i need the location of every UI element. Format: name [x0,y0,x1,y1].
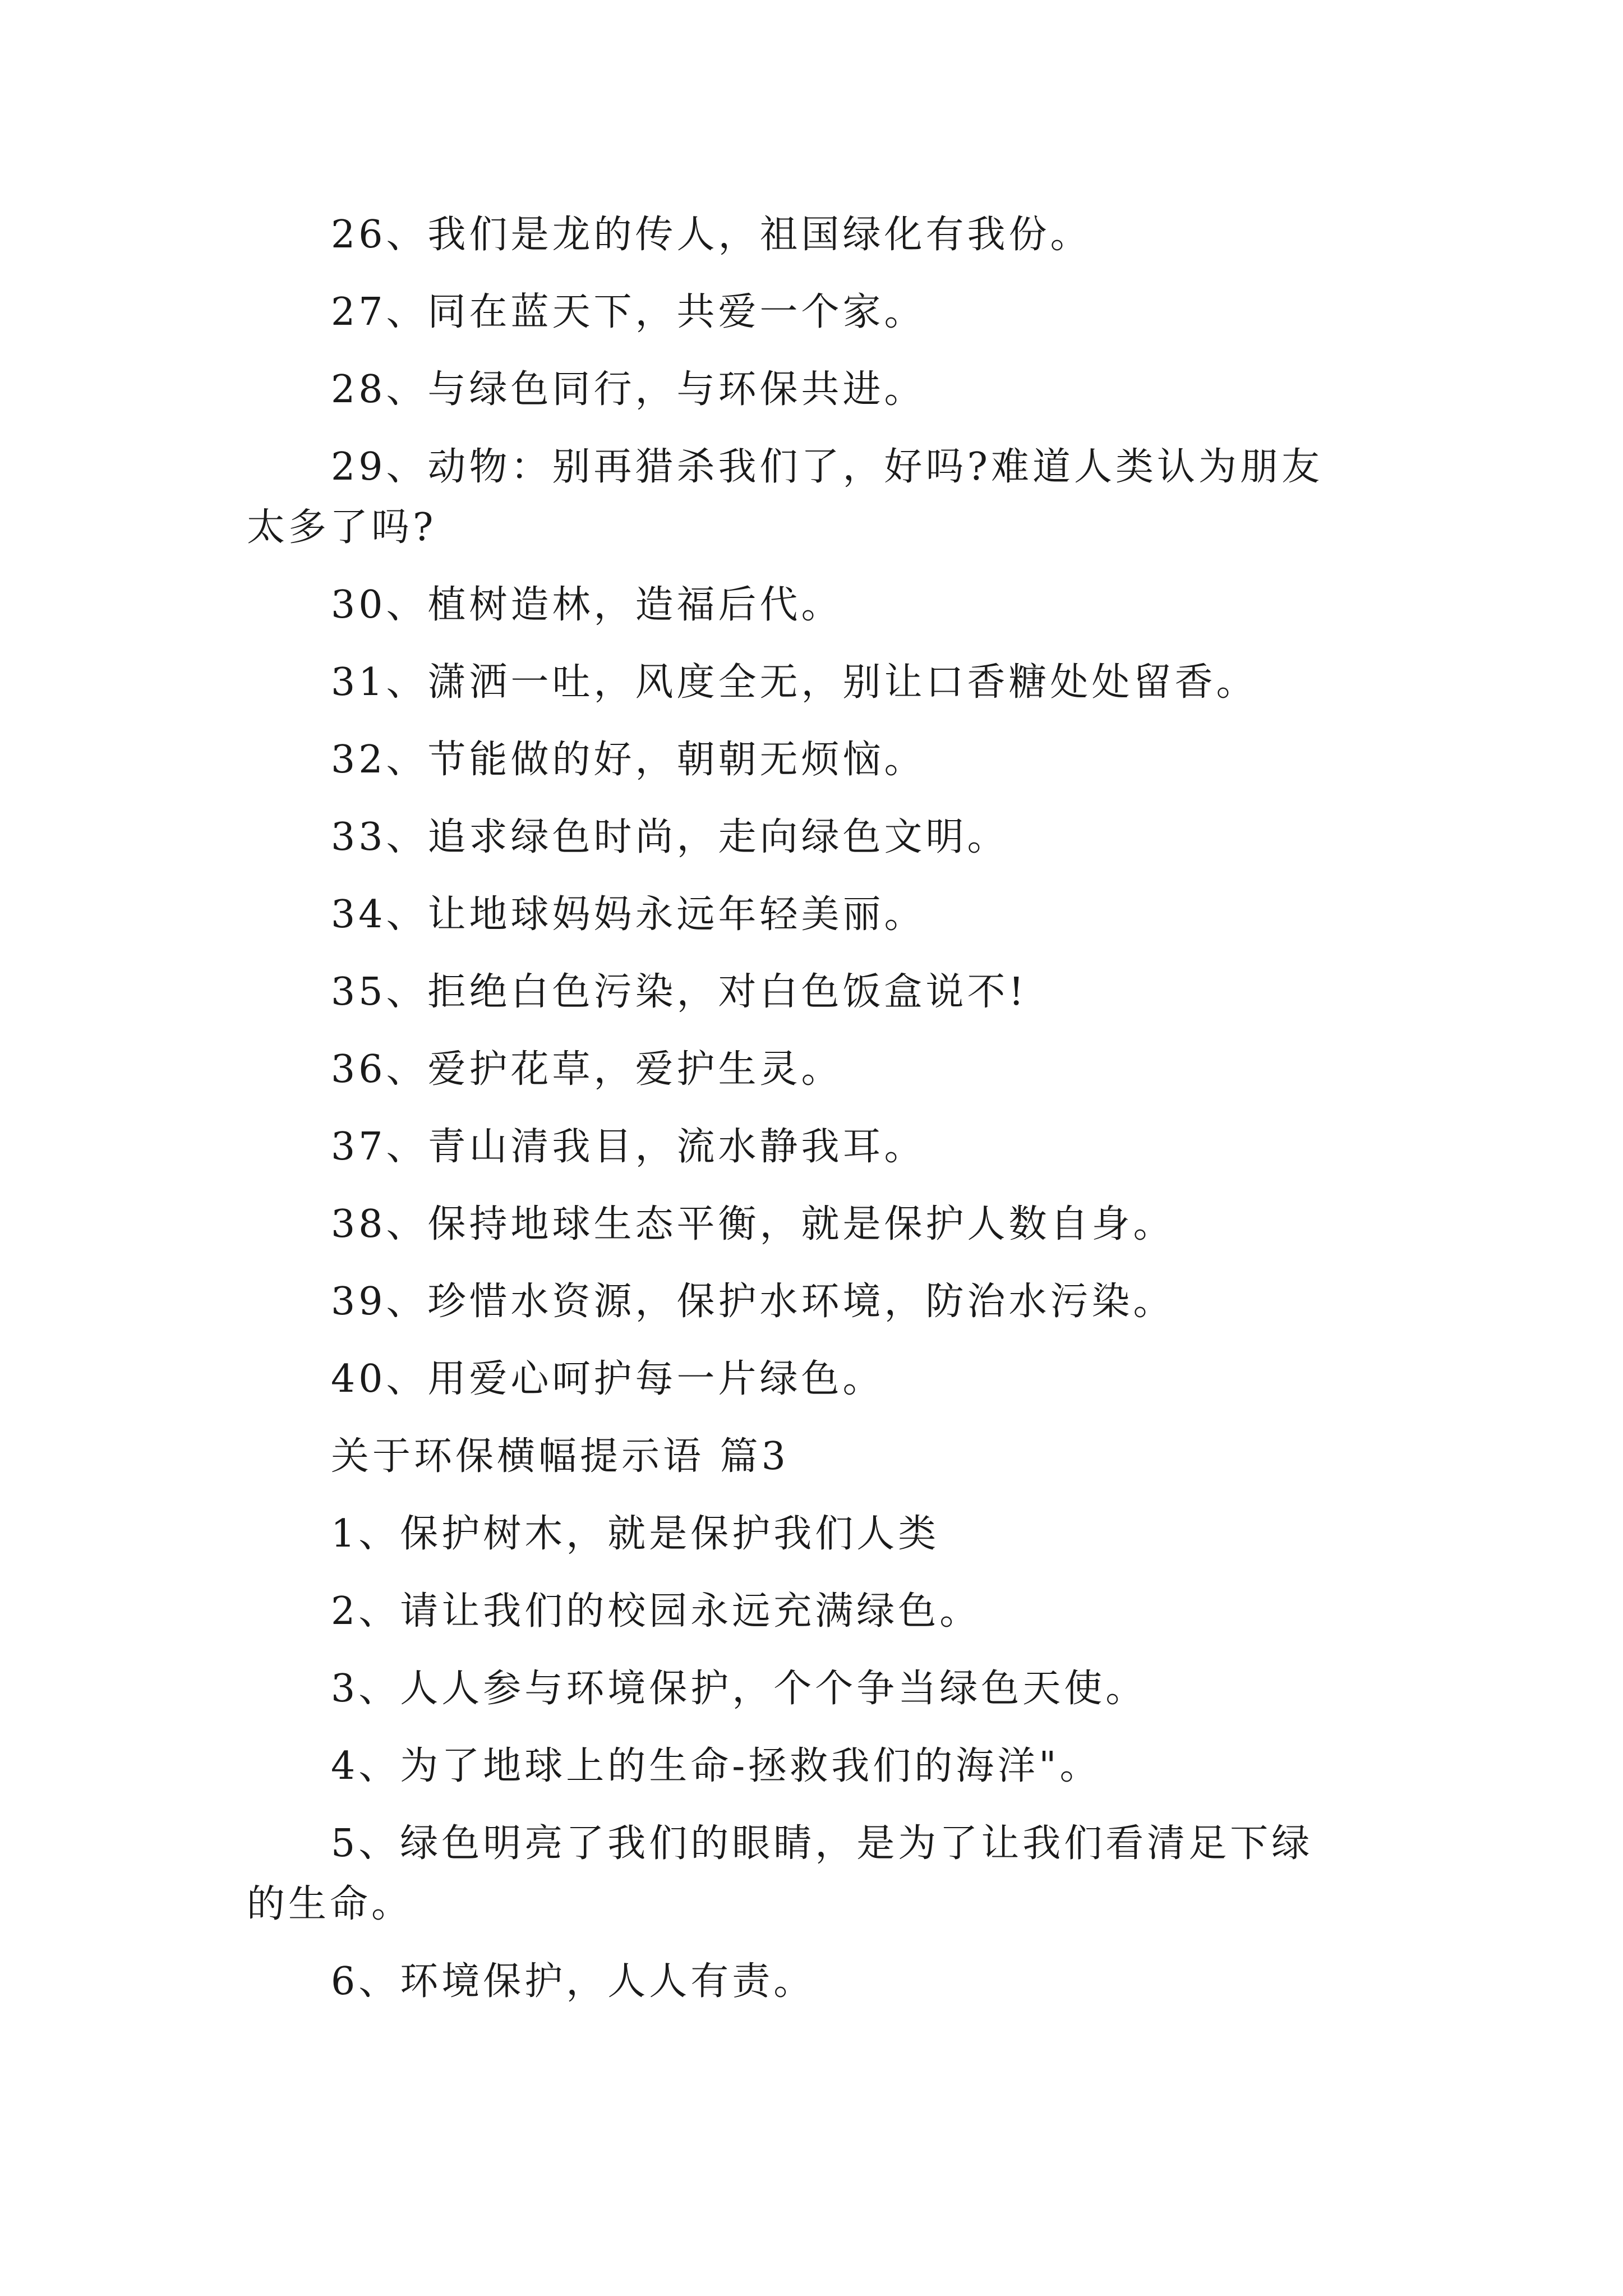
list-item: 40、用爱心呵护每一片绿色。 [331,1357,884,1401]
list-item: 4、为了地球上的生命-拯救我们的海洋"。 [331,1744,1101,1788]
list-item: 30、植树造林，造福后代。 [331,583,843,627]
list-item: 29、动物：别再猎杀我们了，好吗?难道人类认为朋友 [331,445,1323,489]
list-item: 26、我们是龙的传人，祖国绿化有我份。 [331,213,1092,257]
list-item: 31、潇洒一吐，风度全无，别让口香糖处处留香。 [331,660,1258,705]
list-item: 27、同在蓝天下，共爱一个家。 [331,290,926,334]
document-body [247,208,1396,2032]
list-item: 28、与绿色同行，与环保共进。 [331,367,926,412]
list-item: 36、爱护花草，爱护生灵。 [331,1047,843,1092]
list-item: 38、保持地球生态平衡，就是保护人数自身。 [331,1202,1175,1246]
list-item: 6、环境保护，人人有责。 [331,1959,815,2004]
list-item: 35、拒绝白色污染，对白色饭盒说不! [331,970,1027,1014]
list-item: 37、青山清我目，流水静我耳。 [331,1125,926,1169]
list-item: 2、请让我们的校园永远充满绿色。 [331,1589,981,1634]
list-item: 32、节能做的好，朝朝无烦恼。 [331,738,926,782]
list-item: 39、珍惜水资源，保护水环境，防治水污染。 [331,1280,1175,1324]
list-item: 34、让地球妈妈永远年轻美丽。 [331,892,926,937]
list-item: 33、追求绿色时尚，走向绿色文明。 [331,815,1009,859]
list-item-continuation: 的生命。 [247,1882,413,1926]
section-heading: 关于环保横幅提示语 篇3 [331,1434,789,1479]
list-item: 5、绿色明亮了我们的眼睛，是为了让我们看清足下绿 [331,1821,1313,1866]
list-item: 3、人人参与环境保护，个个争当绿色天使。 [331,1667,1147,1711]
list-item-continuation: 太多了吗? [247,505,437,550]
list-item: 1、保护树木，就是保护我们人类 [331,1512,940,1556]
